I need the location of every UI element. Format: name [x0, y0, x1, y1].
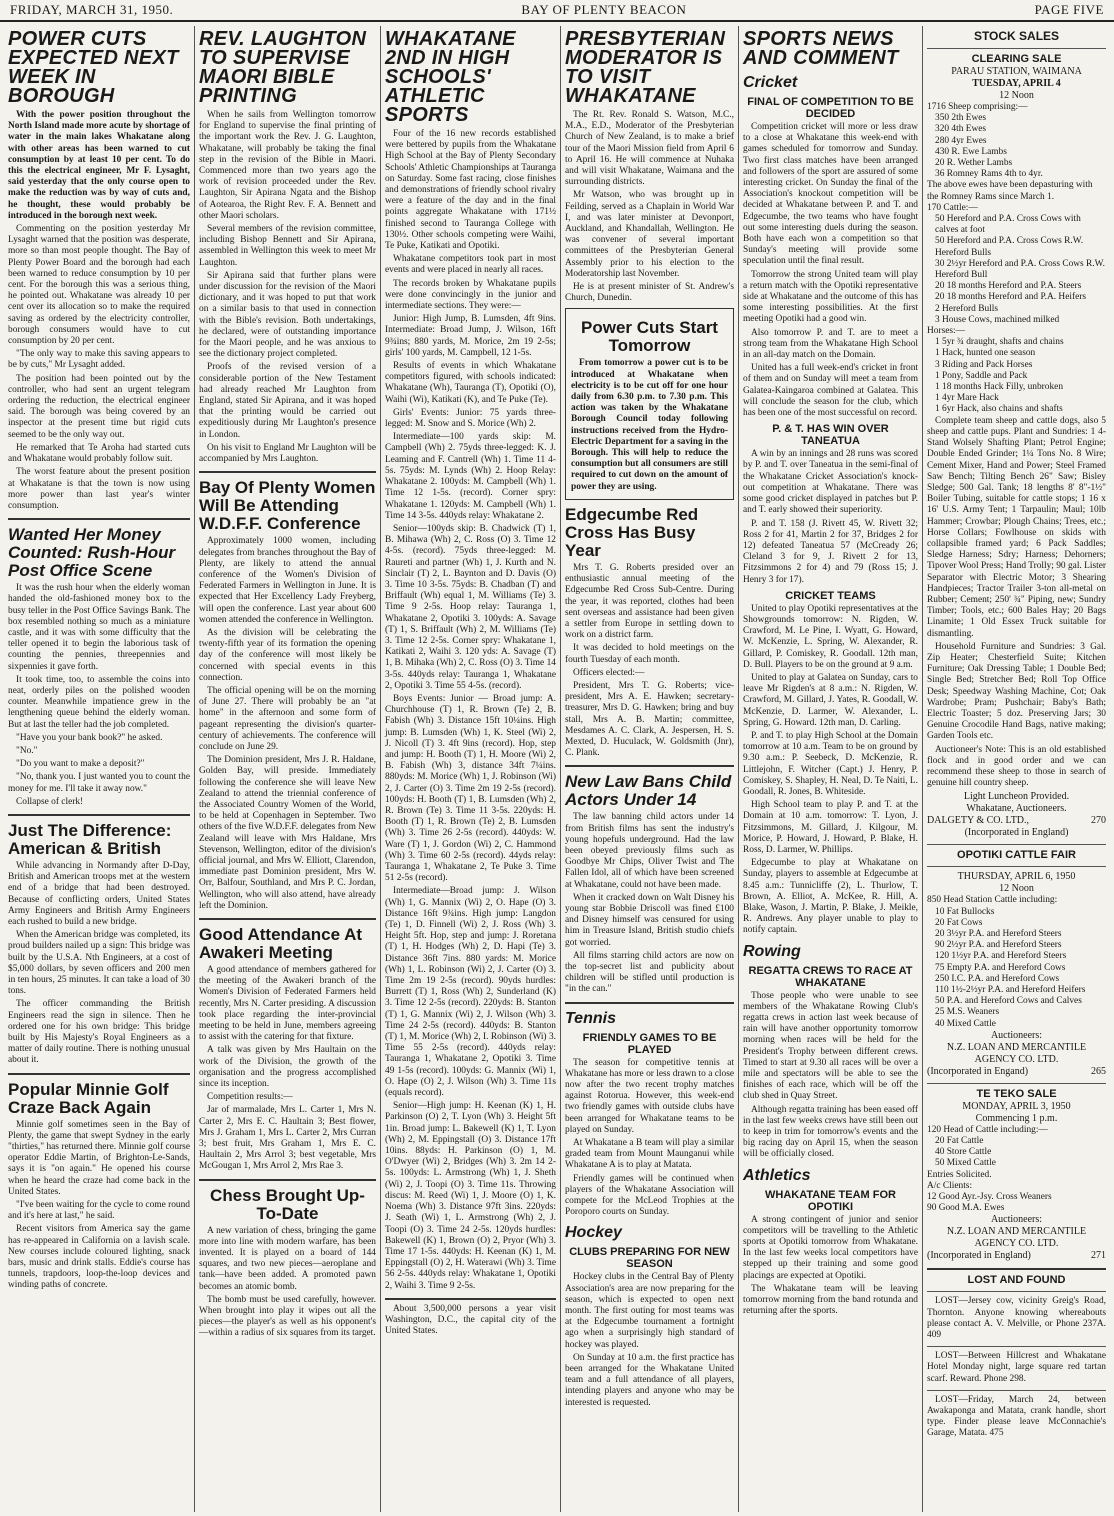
sale-time: 12 Noon — [999, 90, 1034, 101]
household-list: Household Furniture and Sundries: 3 Gal. Zip Heater; Chesterfield Suite; Kitchen Furniture; Oak Dressing Table; 1 Double Bed; Single Bed; Stretcher Bed; Roll Top Office Desk; Speedway Washing Machine, Cot; Oak Wardrobe; Pram; Pushchair; Baby's Bath; Electric Toaster; 5 doz. Preserving Jars; 30 Genuine Crocodile Hand Bags, native making; Garden Tools etc. — [927, 641, 1106, 742]
paragraph: Tomorrow the strong United team will play a return match with the Opotiki representative side at Whakatane and the outcome of this has some interesting possibilities. At the first meeting Opotiki had a good win. — [743, 269, 918, 325]
divider — [8, 814, 190, 816]
fair-date: THURSDAY, APRIL 6, 1950 — [957, 871, 1076, 883]
headline-red-cross: Edgecumbe Red Cross Has Busy Year — [565, 504, 699, 560]
paragraph: The officer commanding the British Engineers read the sign in silence. Then he ordered one for his own bridge: This bridge built by His Majesty's Royal Engineers as a matter of daily routine. There is nothing unusual about it. — [8, 999, 190, 1066]
cattle-fair-heading: OPOTIKI CATTLE FAIR — [957, 849, 1076, 862]
paragraph: Friendly games will be continued when players of the Whakatane Association will compete for the McLeod Trophies at the Poroporo courts on Sunday. — [565, 1173, 734, 1218]
paragraph: Competition cricket will more or less draw to a close at Whakatane this week-end with games scheduled for tomorrow and Sunday. Two first class matches have been arranged and followers of the sport are assured of some interesting cricket. On Sunday the final of the Association's knockout competition will be decided at Whakatane between P. and T. and Edgecumbe, the two teams who have fought out some interesting duels during the season. Both have each won a competition so that Sunday's meeting will provide some speculation until the final result. — [743, 122, 918, 267]
divider — [199, 471, 376, 473]
headline-friendly-games: FRIENDLY GAMES TO BE PLAYED — [582, 1031, 717, 1056]
sale-list-item: 350 2th Ewes — [935, 113, 987, 124]
divider — [927, 844, 1106, 845]
section-cricket: Cricket — [743, 74, 798, 91]
paragraph: The Rt. Rev. Ronald S. Watson, M.C., M.A., E.D., Moderator of the Presbyterian Church of New Zealand, is to make a brief tour of the Maori Mission field from April 6 to April 16. He will commence at Nuhaka and will visit Whakatane, Waimana and the surrounding districts. — [565, 110, 734, 188]
sale-list-item: Entries Solicited. — [927, 1169, 992, 1180]
newspaper-page — [4, 26, 1110, 1514]
ad-reference: 265 — [1091, 1065, 1106, 1077]
divider — [8, 1073, 190, 1075]
column-6-classifieds — [922, 26, 1110, 1512]
divider — [199, 918, 376, 920]
paragraph: "The only way to make this saving appears to be by cuts," Mr Lysaght added. — [8, 349, 190, 371]
paragraph: Four of the 16 new records established were bettered by pupils from the Whakatane High School at the Bay of Plenty Secondary Schools' Athletic Championships at Tauranga on Saturday. Some fast racing, close finishes and demonstrations of friendly school rivalry were a feature of the day and in the final points aggregate Whakatane with 171½ finished second to Tauranga College with 130½. Other schools competing were Waihi, Te Puke, Katikati and Opotiki. — [385, 129, 556, 252]
sale-list-item: 1 5yr ¾ draught, shafts and chains — [935, 337, 1064, 348]
paragraph: When it cracked down on Walt Disney his young star Bobbie Driscoll was fined £100 and Disney himself was censured for using him in Treasure Island, British studio chiefs got worried. — [565, 892, 734, 948]
te-teko-time: Commencing 1 p.m. — [975, 1112, 1058, 1124]
sale-list-item: 50 Mixed Cattle — [935, 1158, 996, 1169]
headline-laughton: REV. LAUGHTON TO SUPERVISE MAORI BIBLE PRINTING — [199, 28, 367, 107]
paragraph: "Do you want to make a deposit?" — [16, 759, 145, 770]
headline-difference: Just The Difference: American & British — [8, 820, 172, 858]
divider — [927, 1268, 1106, 1270]
sale-list-item: 1 Hack, hunted one season — [935, 348, 1036, 359]
headline-awakeri: Good Attendance At Awakeri Meeting — [199, 925, 363, 962]
auctioneers-label: Auctioneers: — [990, 1214, 1043, 1226]
paragraph: The season for competitive tennis at Whakatane has more or less drawn to a close now after the two recent trophy matches against Rotorua. However, this week-end two friendly games with outside clubs have been arranged for Whakatane teams to be played on Sunday. — [565, 1057, 734, 1135]
paragraph: Intermediate—100 yards skip: M. Campbell (Wh) 2. 75yds three-legged: K. J. Leaming and F. Cantrell (Wh) 1. Time 11 4-5s. 75yds: M. Lynds (Wh) 2. Hoop Relay: Whakatane 2. 100yds: M. Campbell (Wh) 1. Time 12 1-5s. (record). Corner spry: Whakatane 1. 120yds: M. Campbell (Wh) 1. Time 14 3-5s. 440yds relay: Whakatane 2. — [385, 432, 556, 521]
sale-list-item: 25 M.S. Weaners — [935, 1007, 1000, 1018]
paragraph: Collapse of clerk! — [16, 796, 84, 807]
page-number: PAGE FIVE — [1034, 2, 1104, 17]
paragraph: Approximately 1000 women, including delegates from branches throughout the Bay of Plenty, are likely to attend the annual conference of the Women's Division of Federated Farmers in Wellington in June. It is expected that Her Excellency Lady Freyberg, will open the conference. Last year about 600 women attended the conference in Wellington. — [199, 536, 376, 625]
sale-list-item: 320 4th Ewes — [935, 124, 987, 135]
divider — [927, 866, 1106, 867]
paragraph: It was decided to hold meetings on the fourth Tuesday of each month. — [565, 643, 734, 665]
sale-list-item: 30 2½yr Hereford and P.A. Cross Cows R.W. Hereford Bull — [935, 258, 1105, 281]
paragraph: He remarked that Te Aroha had started cuts and Whakatane would probably follow suit. — [8, 442, 190, 465]
sale-list-item: 40 Store Cattle — [935, 1147, 992, 1158]
column-3 — [380, 26, 560, 1512]
divider — [927, 1083, 1106, 1084]
headline-chess: Chess Brought Up-To-Date — [210, 1185, 365, 1223]
sale-list-item: 2 Hereford Bulls — [935, 303, 999, 314]
paragraph: "No, thank you. I just wanted you to count the money for me. I'll take it away now." — [8, 772, 190, 794]
sale-list-item: 110 1½-2½yr P.A. and Hereford Heifers — [935, 985, 1086, 996]
paragraph: The bomb must be used carefully, however. When brought into play it wipes out all the pieces—the player's as well as his opponent's—within a radius of six squares from its target. — [199, 1294, 376, 1339]
paragraph: P. and T. to play High School at the Domain tomorrow at 10 a.m. Team to be on ground by 9.30 a.m.: P. Seebeck, D. McKenzie, R. Littlejohn, F. Witcher (Capt.) J. Henry, P. Comiskey, S. Shapley, H. Neal, D. Te Naiti, L. Goodall, R. Jones, B. Whiteside. — [743, 730, 918, 797]
fair-time: 12 Noon — [999, 883, 1034, 895]
incorporated-note: (Incorporated in England) — [927, 1250, 1031, 1262]
sale-list-item: 170 Cattle:— — [927, 202, 978, 213]
station-name: PARAU STATION, WAIMANA — [951, 66, 1082, 77]
divider — [927, 1390, 1106, 1391]
lost-notice-text: LOST—Jersey cow, vicinity Greig's Road, Thornton. Anyone knowing whereabouts please contact A. V. Melville, or Phone 237A. — [927, 1296, 1106, 1329]
headline-moderator: PRESBYTERIAN MODERATOR IS TO VISIT WHAKATANE — [565, 28, 726, 107]
sale-list-item: 1 4yr Mare Hack — [935, 393, 999, 404]
headline-team-opotiki: WHAKATANE TEAM FOR OPOTIKI — [765, 1188, 896, 1213]
clearing-sale-heading: CLEARING SALE — [971, 53, 1062, 65]
paragraph: Results of events in which Whakatane competitors figured, with schools indicated: Whakatane (Wh), Tauranga (T), Opotiki (O), Waihi (Wi), Katikati (K), and Te Puke (Te). — [385, 361, 556, 405]
incorporated-note: (Incorporated in England) — [964, 827, 1069, 839]
divider — [565, 765, 734, 767]
paper-name: BAY OF PLENTY BEACON — [521, 2, 687, 17]
column-1 — [4, 26, 194, 1512]
headline-child-actors: New Law Bans Child Actors Under 14 — [565, 772, 732, 810]
sale-list-item: 36 Romney Rams 4th to 4yr. — [935, 169, 1043, 180]
paragraph: The law banning child actors under 14 from British films has sent the industry's young hopefuls underground. Had the law been obeyed previously films such as Goodbye Mr Chips, Oliver Twist and The Fallen Idol, all of which have been screened at Whakatane, could not have been made. — [565, 812, 734, 890]
sale-list-item: 1716 Sheep comprising:— — [927, 102, 1028, 112]
ad-reference: 475 — [989, 1428, 1004, 1439]
paragraph: Officers elected:— — [573, 667, 645, 678]
sale-list-item: 12 Good Ayr.-Jsy. Cross Weaners — [927, 1192, 1052, 1203]
paragraph: United has a full week-end's cricket in front of them and on Sunday will meet a team from Galatea-Kaingaroa combined at Galatea. This will conclude the season for the club, which has been one of the most successful on record. — [743, 363, 918, 419]
lead-paragraph: With the power position throughout the North Island made more acute by shortage of water in the main lakes Whakatane along with other areas has been warned to cut consumption by at least 10 per cent. To do this the electrical engineer, Mr F. Lysaght, said yesterday that the only course open to make the reduction was by way of cuts and, he thought, these would probably be introduced in the borough next week. — [8, 110, 190, 221]
lost-notice — [927, 1395, 1106, 1440]
headline-cricket-teams: CRICKET TEAMS — [785, 589, 876, 602]
paragraph: He is at present minister of St. Andrew's Church, Dunedin. — [565, 282, 734, 304]
sale-list-item: 75 Empty P.A. and Hereford Cows — [935, 962, 1066, 973]
paragraph: P. and T. 158 (J. Rivett 45, W. Rivett 32; Ross 2 for 41, Martin 2 for 37, Bridges 2 for 12) defeated Taneatua 57 (McCready 26; Cleland 3 for 9, J. Rivett 2 for 13, Fitzsimmons 2 for 4) and 79 (Ross 15; J. Henry 3 for 17). — [743, 518, 918, 585]
headline-wanted-money: Wanted Her Money Counted: Rush-Hour Post Office Scene — [8, 525, 176, 581]
paragraph: Intermediate—Broad jump: J. Wilson (Wh) 1, G. Mannix (Wi) 2, O. Hape (O) 3. Distance 16ft 9¾ins. High jump: Langdon (Te) 1, D. Finnell (Wi) 2, J. Ross (Wh) 3. Height 5ft. Hop, step and jump: J. Roretana (T) 1, H. Hodges (Wh) 2, D. Hapi (Te) 3. Distance 36ft 7ins. 880 yards: M. Morice (Wh) 1, L. Robinson (Wi) 2, J. Carter (O) 3. Time 2m 19 2-5s (record). 90yds hurdles: Burrett (T) 1, Ross (Wh) 2, Sunderland (K) 3. Time 12 2-5s (record). 220yds: B. Stanton (T) 1, G. Mannix (Wi) 2, J. Wilson (Wh) 3. Time 24 2-5s (record). 440yds: B. Stanton (T) 1, M. Morice (Wh) 2, I. Robinson (Wi) 3. Time 55 2-5s (record). 440yds relay: Tauranga 1, Whakatane 2, Opotiki 3. Time 49 1-5s (record). 100yds: G. Mannix (Wi) 1, O. Hape (O) 2, J. Wilson (Wh) 3. Time 11s (equals record). — [385, 886, 556, 1099]
sale-list-item: The above ewes have been depasturing with the Romney Rams since March 1. — [927, 180, 1093, 202]
paragraph: High School team to play P. and T. at the Domain at 10 a.m. tomorrow: T. Lyon, J. Fitzsimmons, M. Gillard, J. Kilgour, M. Morice, P. Howard, J. Howard, P. Blake, H. Ross, D. Larmer, W. Phillips. — [743, 800, 918, 855]
plant-list: Complete team sheep and cattle dogs, also 5 sheep and cattle pups. Plant and Sundries: 1 4-Stand Wolsely Shafting Plant; Petrol Engine; Double Ended Grinder; 1¼ Tons No. 8 Wire; Cement Mixer, Hand and Power; Steel Framed Saw Bench; Tilting Bench 26" Saw; Bisley Sledge; 500 Gal. Tank; 18 lengths 8' 8"-1½" Boiler Tubing, suitable for cattle stops; 1 16 x 16' U.S. Army Tent; 1 Tarpaulin; Maul; 10lb Hammer; Crowbar; Plough Chains; Trees, etc.; Horse Collars; Fowlhouse on skids with collapsible framed yard; 6 Pack Saddles; Sledge Harness; Sdry; Harness; Dehorners; Tipover Wool Press; Hand Trolly; 90 gal. Lister Separator with Electric Motor; 3 Shearing Handpieces; Tractor Trailer 3-ton all-metal on Rubber; Cement; 250' ¾" Piping, new; Sundry Timber; Tools, etc.; 600 Bales Hay; 20 Bags Linamite; 1 Old Essex Truck suitable for dismantling. — [927, 415, 1106, 639]
sale-list-item: 1 Pony, Saddle and Pack — [935, 370, 1028, 381]
auctioneer-line — [927, 815, 1106, 827]
paragraph: A win by an innings and 28 runs was scored by P. and T. over Taneatua in the semi-final of the Whakatane Cricket Association's knock-out competition at Whakatane. There was some good cricket displayed in patches but P. and T. early showed their superiority. — [743, 449, 918, 516]
power-cuts-box — [565, 308, 734, 499]
stock-sales-heading: STOCK SALES — [973, 29, 1060, 43]
sale-list-item: 1 6yr Hack, also chains and shafts — [935, 404, 1063, 415]
headline-wdff: Bay Of Plenty Women Will Be Attending W.D.F.F. Conference — [199, 478, 376, 534]
paragraph: On his visit to England Mr Laughton will be accompanied by Mrs Laughton. — [199, 442, 376, 465]
sale-list-item: 20 R. Wether Lambs — [935, 158, 1013, 169]
incorporated-line — [927, 1066, 1106, 1078]
paragraph: The worst feature about the present position at Whakatane is that the town is now using more power than last year's winter consumption. — [8, 467, 190, 511]
paragraph: Sir Apirana said that further plans were under discussion for the revision of the Maori dictionary, and it was hoped to put that work on a similar basis to that used in connection with the Bible's revision. Both undertakings, he declared, were of outstanding importance for the Maori people, and he was anxious to see the dictionary project completed. — [199, 270, 376, 360]
headline-minnie-golf: Popular Minnie Golf Craze Back Again — [8, 1079, 169, 1117]
sale-list-item: 40 Mixed Cattle — [935, 1018, 996, 1029]
clearing-sale-list — [927, 102, 1106, 416]
paragraph: The official opening will be on the morning of June 27. There will probably be an "at home" in the afternoon and some form of pageant representing the division's quarter-century of achievements. The conference will conclude on June 29. — [199, 685, 376, 752]
paragraph: From tomorrow a power cut is to be introduced at Whakatane when electricity is to be cut off for one hour daily from 6.30 p.m. to 7.30 p.m. This action was taken by the Whakatane Borough Council today following instructions received from the Hydro-Electric Department for a saving in the Borough. This will help to reduce the consumption but all consumers are still required to cut down on the amount of power they are using. — [571, 358, 728, 492]
te-teko-list — [927, 1125, 1106, 1215]
sale-list-item: 50 Hereford and P.A. Cross Cows R.W. Hereford Bulls — [935, 236, 1084, 258]
luncheon-note: Light Luncheon Provided. — [963, 791, 1070, 803]
divider — [565, 1002, 734, 1004]
headline-final-competition: FINAL OF COMPETITION TO BE DECIDED — [747, 96, 914, 120]
sale-list-item: 20 18 months Hereford and P.A. Steers — [935, 281, 1082, 292]
paragraph: The position had been pointed out by the controller, who had sent an urgent telegram ordering the reduction, the electrical engineer said. The borough was being covered by an inspector at the present time but rigid cuts seemed to be the only way out. — [8, 373, 190, 440]
auctioneer-note: Auctioneer's Note: This is an old established flock and in good order and we can recommend these sheep to those in search of genuine hill country sheep. — [927, 744, 1106, 789]
column-4 — [560, 26, 738, 1512]
paragraph: Hockey clubs in the Central Bay of Plenty Association's area are now preparing for the season, which is expected to open next month. The first outing for most teams was at the Edgecumbe tournament a fortnight ago when a surprisingly high standard of hockey was played. — [565, 1272, 734, 1350]
auctioneer-name: N.Z. LOAN AND MERCANTILE AGENCY CO. LTD. — [946, 1041, 1087, 1065]
paragraph: Whakatane competitors took part in most events and were placed in nearly all races. — [385, 254, 556, 276]
te-teko-heading: TE TEKO SALE — [976, 1087, 1057, 1100]
paragraph: Senior—100yds skip: B. Chadwick (T) 1, B. Mihawa (Wh) 2, C. Ross (O) 3. Time 12 4-5s. (record). 75yds three-legged: M. Raureti and partner (Wh) 1, J. Kurth and N. Sinclair (T) 2, L. Baynton and D. Davis (O) 3. Time 10 3-5s. 75yds: B. Chadban (T) and Briffault (Wh) equal 1, M. Williams (Te) 3. Time 9 2-5s. Hoop relay: Tauranga 1, Whakatane 2, Opotiki 3. 100yds: A. Savage (T) 1, S. Briffault (Wh) 2, M. Williams (Te) 3. Time 12 2-5s. Corner spry: Whakatane 1, Katikati 2, Waihi 3. 120 yds: A. Savage (T) 1, B. Mihaka (Wh) 2, C. Ross (O) 3. Time 14 3-5s. 440yds relay: Tauranga 1, Whakatane 2, Opotiki 3. Time 55 4-5s. (record). — [385, 523, 556, 691]
sale-list-item: 20 Fat Cattle — [935, 1136, 984, 1147]
column-2 — [194, 26, 380, 1512]
lost-notice: LOST—Between Hillcrest and Whakatane Hotel Monday night, large square red tartan scarf. Reward. Phone 298. — [927, 1351, 1106, 1384]
divider — [927, 1291, 1106, 1292]
cattle-fair-list — [927, 895, 1106, 1029]
paragraph: A new variation of chess, bringing the game more into line with modern warfare, has been invented. It is played on a board of 144 squares, and two new pieces—aeroplane and tank—have been added. A promoted pawn becomes an atomic bomb. — [199, 1225, 376, 1292]
paragraph: United to play Opotiki representatives at the Showgrounds tomorrow: N. Rigden, W. Crawford, M. Le Pine, I. Wyatt, G. Howard, W. McKenzie, L. Spring, W. Alexander, R. Gillard, P. Comiskey, R. Goodall. 12th man, D. Bull. Players to be on the ground at 9 a.m. — [743, 603, 918, 670]
paragraph: "No." — [16, 745, 38, 756]
headline-pt-win: P. & T. HAS WIN OVER TANEATUA — [772, 423, 889, 448]
auctioneers-label: Auctioneers: — [990, 1029, 1043, 1041]
sale-list-item: 3 Riding and Pack Horses — [935, 359, 1033, 370]
headline-clubs-preparing: CLUBS PREPARING FOR NEW SEASON — [569, 1246, 730, 1271]
paragraph: Proofs of the revised version of a considerable portion of the New Testament had already reached Mr Laughton from England, stated Sir Apirana, and it was hoped that the printing would be carried out expeditiously during Mr Laughton's presence in London. — [199, 362, 376, 440]
sale-list-item: 50 Hereford and P.A. Cross Cows with calves at foot — [935, 214, 1081, 236]
paragraph: Those people who were unable to see members of the Whakatane Rowing Club's regatta crews in action last week because of rain will have another opportunity tomorrow morning when races will be held for the President's Trophy between different crews. Timed to start at 9.30 all races will be over a mile and spectators will be able to see the finishes of each race, which will be off the club shed in Quay Street. — [743, 990, 918, 1102]
paragraph: The Dominion president, Mrs J. R. Haldane, Golden Bay, will preside. Immediately following the conference she will leave New Zealand to attend the triennial conference of the Associated Country Women of the World, to be held at Copenhagen in September. Two others of the five W.D.F.F. delegates from New Zealand will leave with Mrs Haldane, Mrs Stevenson, Wellington, editor of the division's official journal, and Mrs W. Elliott, Clarendon, immediate past Dominion president, Mrs W. Orr, Balfour, Southland, and Mrs P. C. Jordan, Wellington, who will also attend, have already left the Dominion. — [199, 755, 376, 911]
paragraph: United to play at Galatea on Sunday, cars to leave Mr Rigden's at 8 a.m.: N. Rigden, W. Crawford, M. Gillard, J. Yates, R. Goodall, W. McKenzie, D. Larmer, W. Alexander, L. Spring, G. Howard. 12th man, D. Carling. — [743, 672, 918, 728]
paragraph: When the American bridge was completed, its proud builders nailed up a sign: This bridge was built by the U.S.A. Nth Engineers, at a cost of $5,000 dollars, by seven officers and 200 men in ten hours, 25 minutes. It can take a load of 30 tons. — [8, 930, 190, 997]
sale-list-item: 120 1½yr P.A. and Hereford Steers — [935, 951, 1067, 962]
paragraph: When he sails from Wellington tomorrow for England to supervise the final printing of the important work the Rev. J. G. Laughton, Whakatane, will probably be taking the final step in the revision of the Bible in Maori. Commenced more than two years ago the work of revision proceeded under the Rev. Laughton, Sir Apirana Ngata and the Bishop of Aotearoa, the Right Rev. F. A. Bennett and other Maori scholars. — [199, 110, 376, 221]
headline-regatta: REGATTA CREWS TO RACE AT WHAKATANE — [748, 964, 913, 989]
paragraph: It took time, too, to assemble the coins into neat, orderly piles on the polished wooden counter. Meanwhile impatience grew in the lengthening queue behind the elderly woman. But at last the teller had the job completed. — [8, 674, 190, 730]
paragraph: Girls' Events: Junior: 75 yards three-legged: M. Snow and S. Morice (Wh) 2. — [385, 407, 556, 430]
sale-list-item: 20 18 months Hereford and P.A. Heifers — [935, 292, 1087, 303]
divider — [8, 518, 190, 520]
paragraph: A talk was given by Mrs Haultain on the work of the Division, the growth of the organisation and the progress accomplished since its inception. — [199, 1045, 376, 1090]
sale-list-item: 90 2½yr P.A. and Hereford Steers — [935, 940, 1062, 951]
paragraph: Senior—High jump: H. Keenan (K) 1, H. Parkinson (O) 2, T. Lyon (Wh) 3. Height 5ft 1in. Broad jump: L. Bakewell (K) 1, T. Lyon (Wh) 2, M. Eppingstall (O) 3. Distance 17ft 10ins. 88yds: H. Parkinson (O) 1, M. O'Dwyer (Wi) 2, Bridges (Wh) 3. 2m 14 2-5s. 100yds: L. Armstrong (Wh) 1, J. Sheth (Wi) 2, J. Toopi (O) 3. Time 11s. Throwing discus: M. Reed (Wi) 1, J. Moore (O) 1, K. Noema (Wh) 3. Distance 97ft 3ins. 220yds: J. Seath (Wi) 1, L. Armstrong (Wh) 2, J. Toopi (O) 3. Time 24 2-5s. 120yds hurdles: Bakewell (K) 1, Brown (O) 2, Pryor (Wh) 3. Time 17 1-5s. 440yds: H. Keenan (K) 1, M. Eppingstall (O) 2, H. Waterawi (Wh) 3. Time 56 2-5s. 440yds relay: Whakatane 1, Opotiki 2, Waihi 3. Time 9 2-5s. — [385, 1101, 556, 1291]
paragraph: All films starring child actors are now on the top-secret list and publicity about children will be stifled until production is "in the can." — [565, 950, 734, 995]
masthead — [0, 0, 1114, 22]
incorporated-note: (Incorporated in Engand) — [927, 1065, 1029, 1077]
paragraph: Minnie golf sometimes seen in the Bay of Plenty, the game that swept Sydney in the early "thirties," has returned there. Minnie golf course operator Eddie Martin, of Brighton-Le-Sands, says it is "on again." He opened his course when he heard the craze had come back in the United States. — [8, 1119, 190, 1197]
lost-notice — [927, 1296, 1106, 1341]
paragraph: Recent visitors from America say the game has re-appeared in California on a lavish scale. New courses include coloured lighting, snack bars, music and drink stalls. Eddie's course has tunnels, trapdoors, loop-the-loop devices and winding paths of concrete. — [8, 1224, 190, 1291]
ad-reference: 270 — [1091, 815, 1106, 827]
sale-list-item: 3 House Cows, machined milked — [935, 314, 1060, 325]
paragraph: As the division will be celebrating the twenty-fifth year of its formation the opening day of the conference will most likely be concerned with special events in this connection. — [199, 627, 376, 683]
paragraph: A good attendance of members gathered for the meeting of the Awakeri branch of the Women's Division of Federated Farmers held recently, Mrs N. Carter presiding. A discussion took place regarding the inter-provincial meeting to be held in June, members agreeing to assist with the catering for that fixture. — [199, 965, 376, 1043]
sale-list-item: 280 4yr Ewes — [935, 135, 987, 146]
sale-list-item: Horses:— — [927, 326, 966, 337]
paragraph: While advancing in Normandy after D-Day, British and American troops met at the western end of a bridge that had been destroyed. Because of conflicting orders, United States Army Engineers and British Army Engineers each rushed to build a new bridge. — [8, 860, 190, 927]
paragraph: The records broken by Whakatane pupils were done convincingly in the junior and intermediate sections. They were:— — [385, 278, 556, 312]
paragraph: Mr Watson, who was brought up in Feilding, served as a Chaplain in World War I, and was later minister at Devonport, Auckland, and Khandallah, Wellington. He was convener of several important committees of the Presbyterian General Assembly prior to his election to the Moderatorship last November. — [565, 190, 734, 279]
paragraph: The Whakatane team will be leaving tomorrow morning from the band rotunda and returning after the sports. — [743, 1283, 918, 1317]
paragraph: Edgecumbe to play at Whakatane on Sunday, players to assemble at Edgecumbe at 8.45 a.m.: Tunnicliffe (2), L. Thurlow, T. Brown, A. Elliot, A. McKee, R. Hill, A. Blake, Wason, J. Martin, P. Blake, J. Meikle, R. Andrews. Any player unable to play to notify captain. — [743, 858, 918, 936]
sale-list-item: 20 3½yr P.A. and Hereford Steers — [935, 929, 1062, 939]
divider — [927, 1346, 1106, 1347]
paragraph: A strong contingent of junior and senior competitors will be travelling to the Athletic sports at Opotiki tomorrow from Whakatane. In the last few weeks local competitors have stepped up their training and some good placings are expected at Opotiki. — [743, 1214, 918, 1281]
headline-power-cuts-start: Power Cuts Start Tomorrow — [581, 318, 718, 356]
column-5 — [738, 26, 922, 1512]
auctioneer-location: Whakatane, Auctioneers. — [966, 803, 1067, 815]
section-rowing: Rowing — [743, 942, 801, 960]
divider — [385, 1298, 556, 1300]
sale-list-item: 850 Head Station Cattle including: — [927, 895, 1058, 906]
paragraph: Also tomorrow P. and T. are to meet a strong team from the Whakatane High School in an all-day match on the Domain. — [743, 327, 918, 361]
sale-list-item: 120 Head of Cattle including:— — [927, 1124, 1048, 1135]
paragraph: President, Mrs T. G. Roberts; vice-president, Mrs A. E. Hawken; secretary-treasurer, Mrs D. G. Hawken; bring and buy stall, Mrs A. B. Martin; committee, Mesdames A. C. Clark, A. Jespersen, H. S. Mexted, D. Huculack, W. Goldsmith (Jnr), C. Plank. — [565, 680, 734, 759]
sale-list-item: 430 R. Ewe Lambs — [935, 146, 1007, 157]
lost-notice-text: LOST—Friday, March 24, between Awakaponga and Matata, crank handle, short type. Finder please leave McConnachie's Garage, Matata. — [927, 1394, 1106, 1439]
lost-found-heading: LOST AND FOUND — [967, 1274, 1066, 1287]
sale-list-item: 20 Fat Cows — [935, 917, 983, 928]
paragraph: "Have you your bank book?" he asked. — [16, 732, 163, 743]
sale-list-item: 250 I.C. P.A. and Hereford Cows — [935, 973, 1060, 984]
sale-list-item: 50 P.A. and Hereford Cows and Calves — [935, 996, 1082, 1007]
sale-list-item: 10 Fat Bullocks — [935, 906, 995, 917]
sale-date: TUESDAY, APRIL 4 — [972, 78, 1061, 89]
paragraph: Commenting on the position yesterday Mr Lysaght warned that the position was desperate, more so than most people thought. The Bay of Plenty Power Board and the borough had each been warned to reduce consumption by 10 per cent. For the borough this was a serious thing, he pointed out. Whakatane was already 10 per cent over its allocation so to make the required saving as ordered by the electricity controller, borough consumers would have to cut consumption by 20 per cent. — [8, 224, 190, 347]
paragraph: Boys Events: Junior — Broad jump: A. Churchhouse (T) 1, R. Brown (Te) 2, B. Fabish (Wh) 3. Distance 15ft 10¼ins. High jump: B. Lumsden (Wh) 1, K. Steel (Wi) 2, J. Nicoll (T) 3. 4ft 9ins (record). Hop, step and jump: H. Booth (T) 1, H. Moore (Wi) 2, B. Fabish (Wh) 3, distance 34ft 7¼ins. 880yds: M. Morice (Wh) 1, J. Robinson (Wi) 2, J. Carter (O) 3. Time 2m 19 2-5s (record). 100yds: H. Booth (T) 1, B. Lumsden (Wh) 2, R. Brown (Te) 3. Time 11 3-5s. 220yds: H. Booth (T) 1, R. Brown (Te) 2, B. Lumsden (Wh) 3. Time 26 2-5s (record). 440yds: W. Ware (T) 1, J. Gordon (Wi) 2, C. Hammond (Wh) 3. Time 60 2-5s (record). 44yds relay: Tauranga 1, Whakatane 2, Te Puke 3. Time 51 2-5s (record). — [385, 693, 556, 884]
section-tennis: Tennis — [565, 1009, 616, 1027]
paragraph: Jar of marmalade, Mrs L. Carter 1, Mrs N. Carter 2, Mrs E. C. Haultain 3; Best flower, Mrs J. Graham 1, Mrs L. Carter 2, Mrs Curran 3; best fruit, Mrs Graham 1, Mrs E. C. Haultain 2, Mrs Arrol 3; best vegetable, Mrs McGougan 1, Mrs Arrol 2, Mrs Rae 3. — [199, 1105, 376, 1172]
section-athletics: Athletics — [743, 1166, 811, 1184]
auctioneer-name: DALGETY & CO. LTD., — [927, 815, 1030, 827]
headline-sports-news: SPORTS NEWS AND COMMENT — [743, 28, 899, 69]
paragraph: On Sunday at 10 a.m. the first practice has been arranged for the Whakatane United team and a full attendance of all players, intending players and anyone who may be interested is requested. — [565, 1352, 734, 1408]
divider — [927, 48, 1106, 49]
filler-washington: About 3,500,000 persons a year visit Washington, D.C., the capital city of the United States. — [385, 1303, 556, 1337]
issue-date: FRIDAY, MARCH 31, 1950. — [10, 2, 174, 17]
divider — [199, 1179, 376, 1181]
paragraph: "I've been waiting for the cycle to come round and it's here at last," he said. — [8, 1200, 190, 1222]
sale-list-item: A/c Clients: — [927, 1180, 973, 1191]
paragraph: It was the rush hour when the elderly woman handed the old-fashioned money box to the busy teller in the Post Office Savings Bank. The box resembled nothing so much as a miniature castle, and it was with some difficulty that the teller opened it to begin the laborious task of counting the pennies, threepennies and sixpennies it gave forth. — [8, 583, 190, 672]
paragraph: Competition results:— — [207, 1092, 293, 1103]
paragraph: At Whakatane a B team will play a similar graded team from Mount Maunganui while Whakatane A is to play at Matata. — [565, 1138, 734, 1171]
ad-reference: 271 — [1091, 1250, 1106, 1262]
paragraph: Junior: High Jump, B. Lumsden, 4ft 9ins. Intermediate: Broad Jump, J. Wilson, 16ft 9¾ins; 880 yards, M. Morice, 2m 19 2-5s; girls' 100 yards, M. Campbell, 12 1-5s. — [385, 314, 556, 358]
sale-list-item: 1 18 months Hack Filly, unbroken — [935, 382, 1064, 393]
auctioneer-name: N.Z. LOAN AND MERCANTILE AGENCY CO. LTD. — [946, 1226, 1087, 1250]
section-hockey: Hockey — [565, 1224, 622, 1242]
headline-power-cuts: POWER CUTS EXPECTED NEXT WEEK IN BOROUGH — [8, 28, 179, 107]
paragraph: Several members of the revision committee, including Bishop Bennett and Sir Apirana, assembled in Wellington this week to meet Mr Laughton. — [199, 224, 376, 268]
paragraph: Mrs T. G. Roberts presided over an enthusiastic annual meeting of the Edgecumbe Red Cross Sub-Centre. During the year, it was reported, clothes had been sent overseas and assistance had been given a settler from Europe in settling down to work on a district farm. — [565, 562, 734, 641]
te-teko-date: MONDAY, APRIL 3, 1950 — [962, 1100, 1071, 1112]
paragraph: Although regatta training has been eased off in the last few weeks crews have still been out to keep in trim for tomorrow's events and the big racing day on April 15, when the season will be officially closed. — [743, 1104, 918, 1160]
incorporated-line — [927, 1250, 1106, 1262]
headline-athletic-sports: WHAKATANE 2ND IN HIGH SCHOOLS' ATHLETIC SPORTS — [385, 28, 516, 126]
sale-list-item: 90 Good M.A. Ewes — [927, 1203, 1005, 1214]
ad-reference: 409 — [927, 1330, 942, 1341]
